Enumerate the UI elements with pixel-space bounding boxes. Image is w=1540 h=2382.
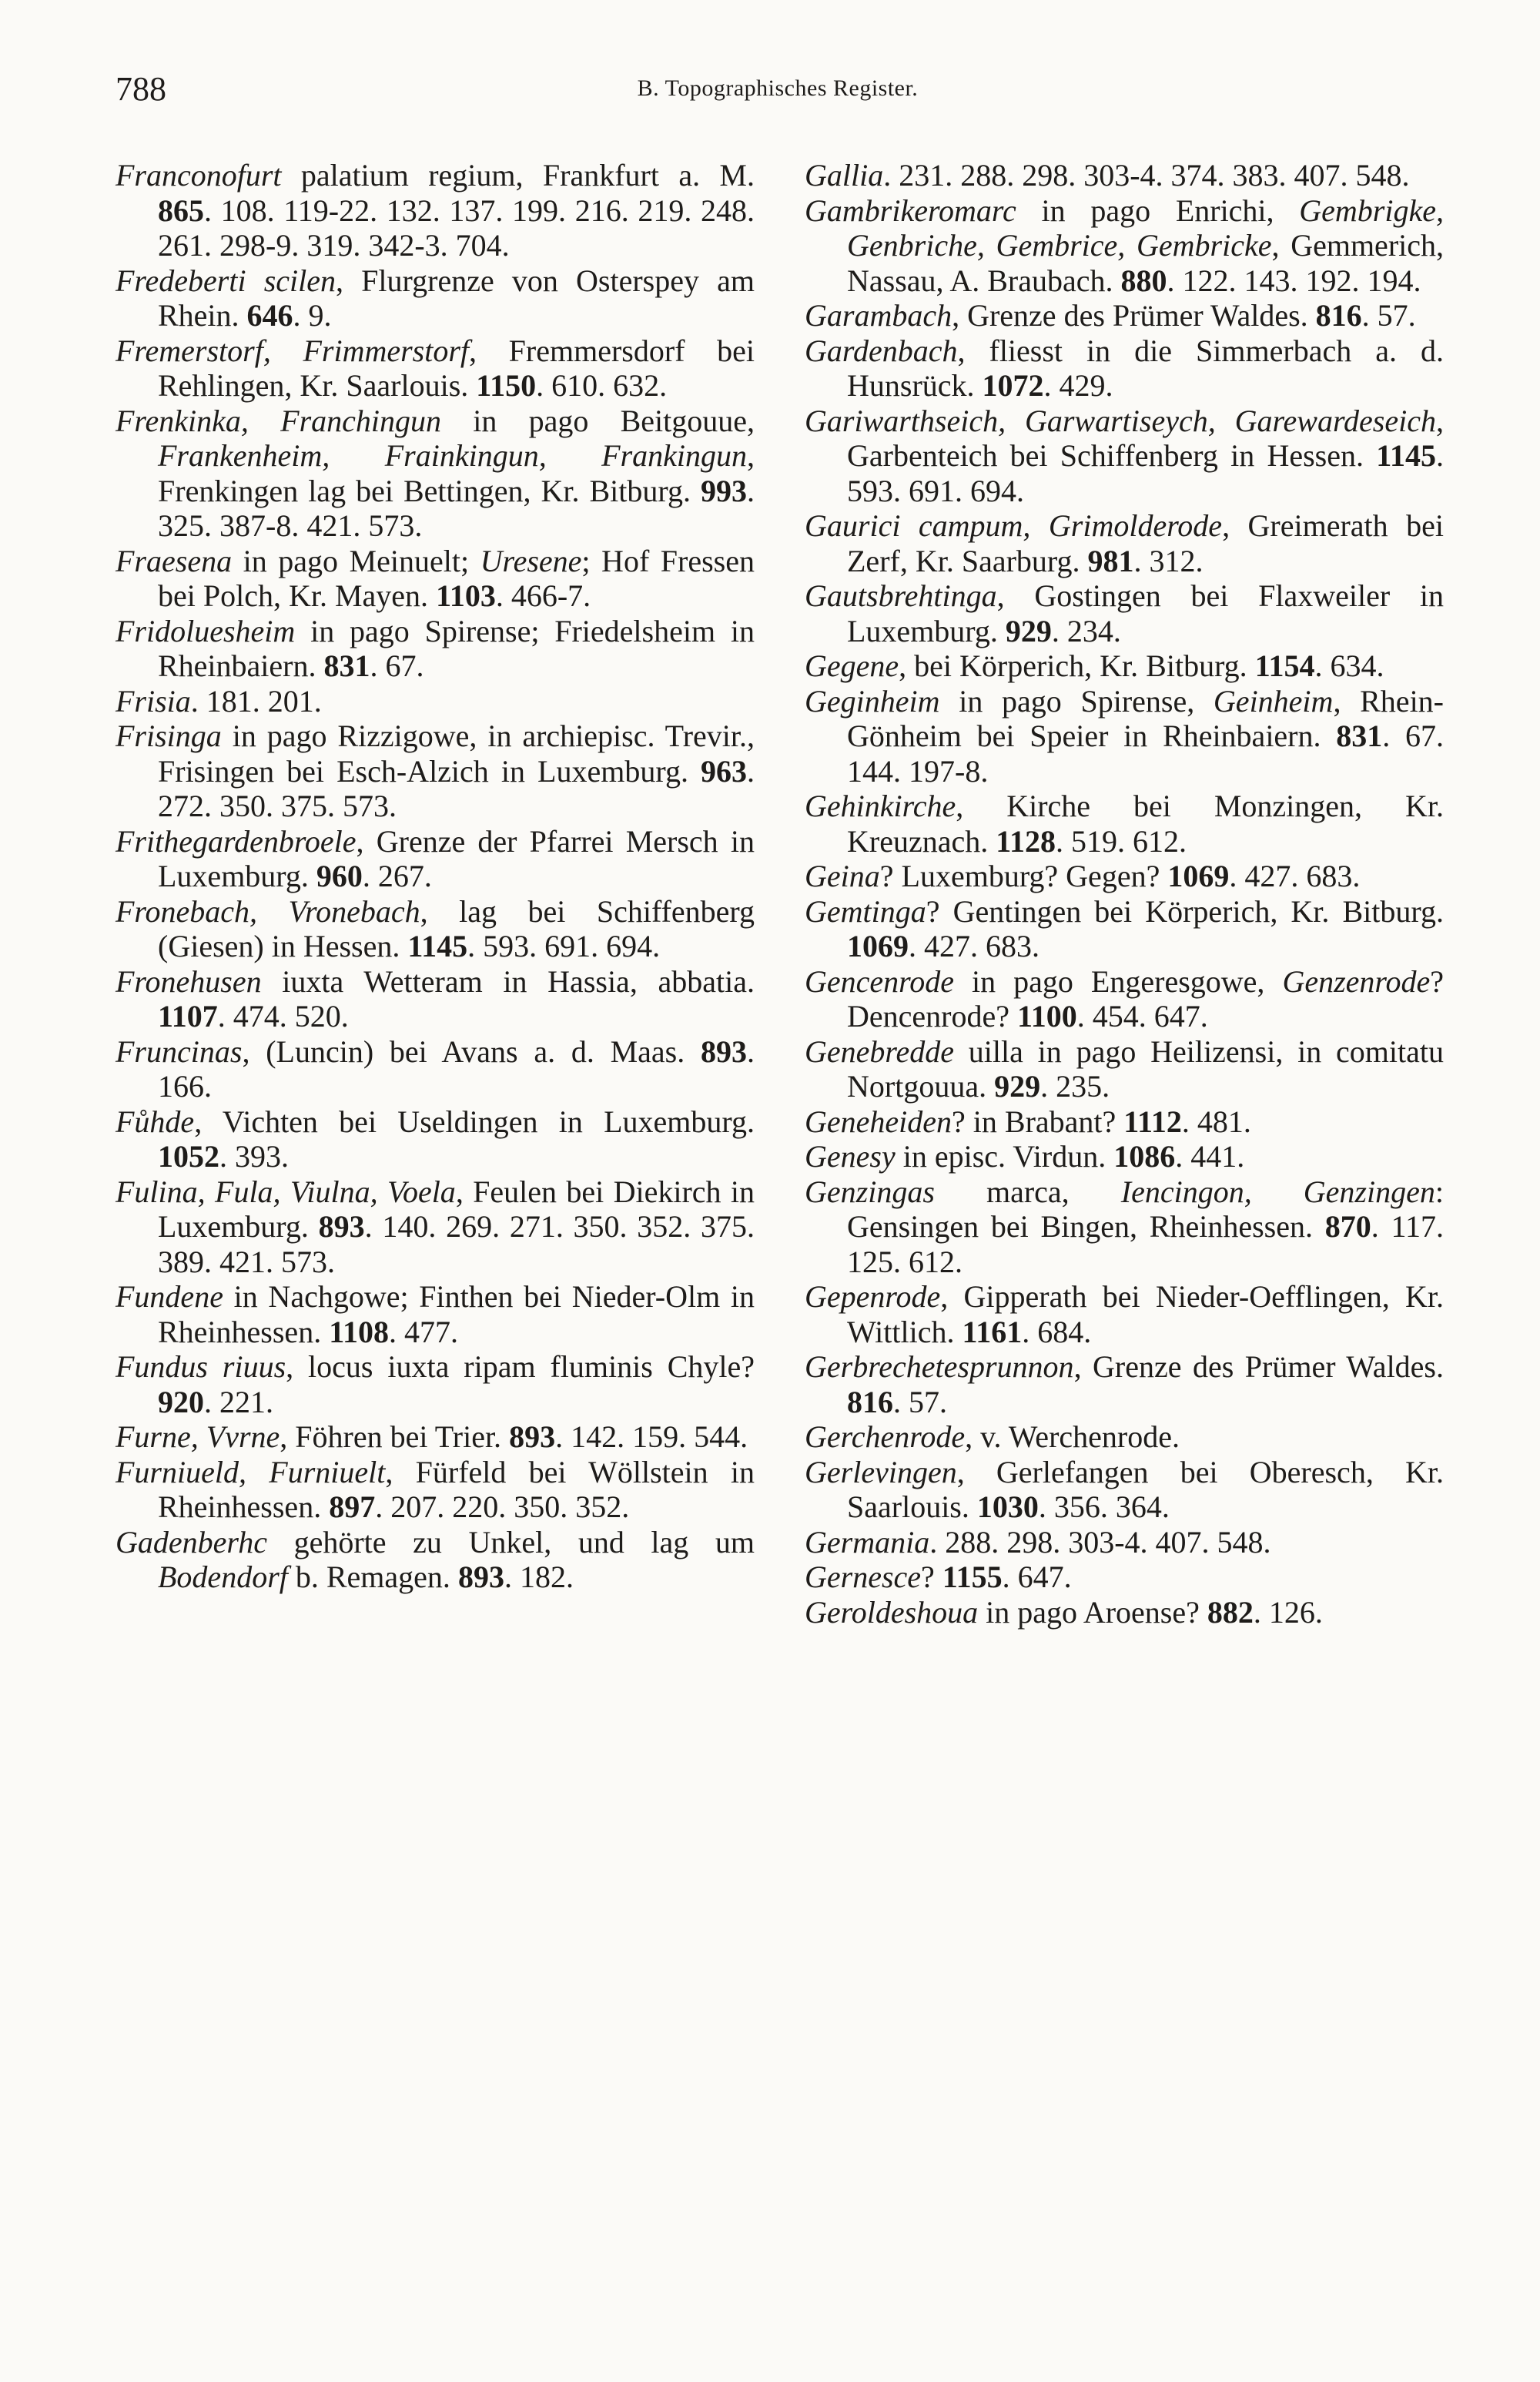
index-entry: [116, 333, 755, 404]
place-name: Gencenrode: [805, 963, 954, 999]
left-column: [116, 158, 755, 1595]
entry-text: . 454. 647.: [1076, 999, 1208, 1034]
entry-text: . 427. 683.: [1229, 859, 1361, 893]
document-number: 1103: [436, 578, 496, 613]
entry-text: , Frenkingen lag bei Bettingen, Kr. Bitburg.: [158, 438, 755, 508]
index-entry: [805, 404, 1444, 509]
entry-text: , Greimerath bei Zerf, Kr. Saarburg.: [847, 508, 1444, 578]
place-name: Fredeberti scilen: [116, 263, 336, 298]
index-entry: [116, 1279, 755, 1349]
document-number: 1030: [976, 1489, 1039, 1524]
index-entry: [116, 1349, 755, 1419]
place-name: Genebredde: [805, 1034, 954, 1069]
place-name: Fruncinas: [116, 1034, 243, 1069]
document-number: 929: [994, 1069, 1041, 1104]
index-entry: [116, 894, 755, 964]
entry-text: , lag bei Schiffenberg (Giesen) in Hessen.: [158, 893, 755, 963]
place-name: Bodendorf: [158, 1560, 288, 1594]
right-column: [805, 158, 1444, 1630]
entry-text: in pago Spirense; Friedelsheim in Rheinbaiern.: [158, 613, 755, 683]
entry-text: in pago Spirense,: [939, 683, 1214, 719]
place-name: Fronehusen: [116, 963, 262, 999]
entry-text: . 393.: [219, 1139, 289, 1174]
document-number: 1069: [847, 929, 909, 963]
document-number: 981: [1087, 543, 1134, 578]
entry-text: . 231. 288. 298. 303-4. 374. 383. 407. 548.: [883, 158, 1410, 193]
place-name: Furniueld, Furniuelt: [116, 1454, 386, 1489]
document-number: 1155: [942, 1560, 1003, 1594]
entry-text: ? in Brabant?: [952, 1104, 1124, 1139]
place-name: Genzingas: [805, 1174, 935, 1209]
entry-text: , (Luncin) bei Avans a. d. Maas.: [242, 1034, 701, 1069]
index-entry: [805, 158, 1444, 193]
entry-text: . 474. 520.: [217, 999, 349, 1034]
entry-text: , Gemmerich, Nassau, A. Braubach.: [847, 228, 1445, 298]
place-name: Gehinkirche: [805, 789, 956, 823]
entry-text: ?: [921, 1560, 942, 1594]
entry-text: , bei Körperich, Kr. Bitburg.: [899, 648, 1255, 683]
entry-text: , v. Werchenrode.: [965, 1419, 1180, 1454]
entry-text: . 519. 612.: [1056, 823, 1187, 859]
place-name: Fundus riuus: [116, 1349, 286, 1384]
entry-text: . 67. 144. 197-8.: [847, 719, 1444, 789]
place-name: Franconofurt: [116, 158, 282, 193]
document-number: 993: [701, 473, 747, 508]
entry-text: . 634.: [1314, 648, 1384, 683]
entry-text: in Nachgowe; Finthen bei Nieder-Olm in Rheinhessen.: [158, 1279, 755, 1349]
entry-text: . 221.: [204, 1384, 273, 1419]
index-entry: [805, 684, 1444, 789]
entry-text: . 429.: [1043, 368, 1113, 403]
place-name: Genzenrode: [1282, 963, 1431, 999]
index-entry: [805, 1349, 1444, 1419]
entry-text: , Fremmersdorf bei Rehlingen, Kr. Saarlouis.: [158, 333, 755, 403]
place-name: Gepenrode: [805, 1279, 941, 1314]
index-entry: [116, 1419, 755, 1455]
place-name: Frisia: [116, 683, 191, 719]
document-number: 816: [1315, 298, 1362, 333]
place-name: Gardenbach: [805, 333, 958, 368]
index-entry: [805, 298, 1444, 333]
entry-text: in pago Rizzigowe, in archiepisc. Trevir., Frisingen bei Esch-Alzich in Luxemburg.: [158, 719, 755, 789]
entry-text: . 126.: [1253, 1594, 1323, 1630]
document-number: 1052: [158, 1139, 219, 1174]
entry-text: . 235.: [1040, 1069, 1110, 1104]
entry-text: . 117. 125. 612.: [847, 1209, 1444, 1279]
document-number: 831: [323, 648, 370, 683]
document-number: 929: [1005, 613, 1052, 648]
entry-text: . 647.: [1002, 1560, 1072, 1594]
entry-text: , Garbenteich bei Schiffenberg in Hessen.: [847, 403, 1444, 473]
place-name: Fridoluesheim: [116, 613, 296, 648]
document-number: 1112: [1123, 1104, 1182, 1139]
place-name: Geneheiden: [805, 1104, 952, 1139]
index-entry: [116, 1034, 755, 1104]
index-entry: [116, 544, 755, 614]
entry-text: . 610. 632.: [536, 368, 668, 403]
place-name: Germania: [805, 1524, 930, 1560]
entry-text: . 108. 119-22. 132. 137. 199. 216. 219. 248. 261. 298-9. 319. 342-3. 704.: [158, 193, 755, 263]
index-entry: [805, 1279, 1444, 1349]
entry-text: . 288. 298. 303-4. 407. 548.: [929, 1524, 1271, 1560]
document-number: 960: [316, 859, 363, 893]
index-entry: [805, 1419, 1444, 1455]
document-number: 1086: [1113, 1139, 1176, 1174]
document-number: 880: [1120, 263, 1167, 298]
entry-text: . 122. 143. 192. 194.: [1167, 263, 1421, 298]
running-title: B. Topographisches Register.: [637, 75, 919, 101]
entry-text: , Grenze des Prümer Waldes.: [952, 298, 1316, 333]
document-number: 920: [158, 1384, 204, 1419]
entry-text: in episc. Virdun.: [895, 1139, 1114, 1174]
entry-text: , Rhein-Gönheim bei Speier in Rheinbaiern.: [847, 683, 1444, 753]
entry-text: . 312.: [1133, 543, 1204, 578]
document-number: 963: [701, 753, 747, 789]
place-name: Gembrigke, Genbriche, Gembrice, Gembricke: [847, 193, 1444, 263]
place-name: Fulina, Fula, Viulna, Voela: [116, 1174, 456, 1209]
place-name: Gariwarthseich, Garwartiseych, Garewardeseich: [805, 403, 1436, 438]
page-number: 788: [116, 70, 166, 108]
index-entry: [805, 859, 1444, 894]
entry-text: . 593. 691. 694.: [847, 438, 1444, 508]
entry-text: . 356. 364.: [1038, 1489, 1170, 1524]
document-number: 865: [158, 193, 204, 228]
place-name: Fůhde: [116, 1104, 195, 1139]
entry-text: uilla in pago Heilizensi, in comitatu Nortgouua.: [847, 1034, 1444, 1104]
index-entry: [805, 1595, 1444, 1630]
entry-text: . 9.: [293, 298, 332, 333]
document-number: 831: [1336, 719, 1383, 753]
document-number: 1154: [1254, 648, 1315, 683]
index-entry: [805, 964, 1444, 1034]
place-name: Iencingon, Genzingen: [1120, 1174, 1435, 1209]
entry-text: ; Hof Fressen bei Polch, Kr. Mayen.: [158, 543, 755, 613]
index-entry: [116, 1525, 755, 1595]
entry-text: . 57.: [1361, 298, 1416, 333]
document-number: 882: [1207, 1594, 1254, 1630]
entry-text: , Gostingen bei Flaxweiler in Luxemburg.: [847, 578, 1444, 648]
index-entry: [805, 894, 1444, 964]
index-entry: [805, 1174, 1444, 1280]
entry-text: . 234.: [1051, 613, 1121, 648]
index-entry: [805, 1034, 1444, 1104]
place-name: Uresene: [480, 543, 582, 578]
place-name: Gadenberhc: [116, 1524, 267, 1560]
place-name: Frankenheim, Frainkingun, Frankingun: [158, 438, 747, 473]
index-entry: [805, 193, 1444, 299]
entry-text: , locus iuxta ripam fluminis Chyle?: [286, 1349, 755, 1384]
entry-text: . 267.: [362, 859, 432, 893]
place-name: Fraesena: [116, 543, 233, 578]
entry-text: in pago Aroense?: [978, 1594, 1207, 1630]
entry-text: ? Gentingen bei Körperich, Kr. Bitburg.: [926, 893, 1444, 929]
index-entry: [805, 578, 1444, 648]
document-number: 893: [457, 1560, 504, 1594]
entry-text: . 67.: [370, 648, 424, 683]
entry-text: , Grenze der Pfarrei Mersch in Luxemburg.: [158, 823, 755, 893]
page-header: [116, 69, 1440, 116]
document-number: 1069: [1167, 859, 1230, 893]
entry-text: . 57.: [893, 1384, 947, 1419]
document-number: 893: [318, 1209, 365, 1244]
entry-text: in pago Beitgouue,: [441, 403, 755, 438]
entry-text: marca,: [934, 1174, 1121, 1209]
place-name: Gerchenrode: [805, 1419, 966, 1454]
place-name: Genesy: [805, 1139, 896, 1174]
document-number: 1100: [1016, 999, 1077, 1034]
place-name: Frisinga: [116, 719, 222, 753]
document-number: 1107: [158, 999, 218, 1034]
document-number: 1145: [1376, 438, 1436, 473]
document-number: 870: [1324, 1209, 1371, 1244]
entry-text: . 166.: [158, 1034, 755, 1104]
index-entry: [805, 508, 1444, 578]
index-entry: [805, 1560, 1444, 1595]
entry-text: . 142. 159. 544.: [555, 1419, 748, 1454]
entry-text: gehörte zu Unkel, und lag um: [267, 1524, 755, 1560]
entry-text: . 272. 350. 375. 573.: [158, 753, 755, 823]
entry-text: , Kirche bei Monzingen, Kr. Kreuznach.: [847, 789, 1444, 859]
place-name: Gernesce: [805, 1560, 922, 1594]
entry-text: . 427. 683.: [909, 929, 1040, 963]
entry-text: , Fürfeld bei Wöllstein in Rheinhessen.: [158, 1454, 755, 1524]
entry-text: ? Luxemburg? Gegen?: [879, 859, 1168, 893]
entry-text: in pago Engeresgowe,: [953, 963, 1283, 999]
index-entry: [116, 684, 755, 719]
index-entry: [116, 824, 755, 894]
entry-text: . 466-7.: [495, 578, 591, 613]
index-entry: [805, 648, 1444, 684]
document-number: 1161: [962, 1314, 1023, 1349]
entry-text: . 593. 691. 694.: [467, 929, 661, 963]
entry-text: iuxta Wetteram in Hassia, abbatia.: [261, 963, 755, 999]
place-name: Gegene: [805, 648, 899, 683]
document-number: 646: [246, 298, 293, 333]
document-number: 893: [509, 1419, 556, 1454]
index-entry: [805, 1104, 1444, 1140]
place-name: Furne, Vvrne: [116, 1419, 280, 1454]
index-entry: [116, 719, 755, 824]
document-number: 893: [701, 1034, 747, 1069]
entry-text: . 684.: [1022, 1314, 1092, 1349]
entry-text: . 207. 220. 350. 352.: [375, 1489, 630, 1524]
place-name: Fundene: [116, 1279, 223, 1314]
index-entry: [116, 158, 755, 263]
index-entry: [805, 789, 1444, 859]
entry-text: , Flurgrenze von Osterspey am Rhein.: [158, 263, 755, 333]
place-name: Gambrikeromarc: [805, 193, 1016, 228]
place-name: Frenkinka, Franchingun: [116, 403, 441, 438]
entry-text: b. Remagen.: [287, 1560, 458, 1594]
entry-text: ? Dencenrode?: [847, 963, 1444, 1034]
entry-text: . 441.: [1175, 1139, 1245, 1174]
entry-text: , fliesst in die Simmerbach a. d. Hunsrück.: [847, 333, 1444, 403]
index-entry: [805, 333, 1444, 404]
entry-text: palatium regium, Frankfurt a. M.: [281, 158, 755, 193]
entry-text: , Grenze des Prümer Waldes.: [1073, 1349, 1444, 1384]
place-name: Gallia: [805, 158, 884, 193]
place-name: Gautsbrehtinga: [805, 578, 997, 613]
place-name: Frithegardenbroele: [116, 823, 357, 859]
place-name: Gerlevingen: [805, 1454, 957, 1489]
place-name: Gerbrechetesprunnon: [805, 1349, 1074, 1384]
place-name: Geroldeshoua: [805, 1594, 979, 1630]
index-entry: [116, 404, 755, 544]
document-number: 1108: [329, 1314, 389, 1349]
place-name: Gaurici campum, Grimolderode: [805, 508, 1223, 543]
document-number: 1072: [982, 368, 1044, 403]
place-name: Geina: [805, 859, 880, 893]
place-name: Geinheim: [1213, 683, 1334, 719]
place-name: Geginheim: [805, 683, 940, 719]
entry-text: . 477.: [388, 1314, 458, 1349]
document-number: 816: [847, 1384, 893, 1419]
index-entry: [116, 1104, 755, 1174]
entry-text: , Vichten bei Useldingen in Luxemburg.: [194, 1104, 755, 1139]
place-name: Fronebach, Vronebach: [116, 893, 420, 929]
entry-text: . 140. 269. 271. 350. 352. 375. 389. 421. 573.: [158, 1209, 755, 1279]
entry-text: . 182.: [504, 1560, 574, 1594]
entry-text: . 481.: [1181, 1104, 1251, 1139]
place-name: Gemtinga: [805, 893, 926, 929]
entry-text: : Gensingen bei Bingen, Rheinhessen.: [847, 1174, 1444, 1244]
entry-text: . 181. 201.: [190, 683, 322, 719]
index-entry: [116, 263, 755, 333]
entry-text: , Föhren bei Trier.: [280, 1419, 510, 1454]
index-entry: [116, 964, 755, 1034]
document-number: 1150: [476, 368, 537, 403]
index-entry: [116, 1174, 755, 1280]
index-entry: [116, 614, 755, 684]
entry-text: , Gerlefangen bei Oberesch, Kr. Saarlouis.: [847, 1454, 1444, 1524]
place-name: Garambach: [805, 298, 952, 333]
entry-text: , Feulen bei Diekirch in Luxemburg.: [158, 1174, 755, 1244]
index-entry: [805, 1525, 1444, 1560]
entry-text: . 325. 387-8. 421. 573.: [158, 473, 755, 543]
document-number: 1128: [996, 823, 1056, 859]
entry-text: , Gipperath bei Nieder-Oefflingen, Kr. Wittlich.: [847, 1279, 1444, 1349]
index-entry: [805, 1139, 1444, 1174]
document-number: 897: [329, 1489, 376, 1524]
index-entry: [805, 1455, 1444, 1525]
entry-text: in pago Meinuelt;: [232, 543, 480, 578]
index-entry: [116, 1455, 755, 1525]
document-number: 1145: [407, 929, 468, 963]
entry-text: in pago Enrichi,: [1016, 193, 1300, 228]
place-name: Fremerstorf, Frimmerstorf: [116, 333, 470, 368]
